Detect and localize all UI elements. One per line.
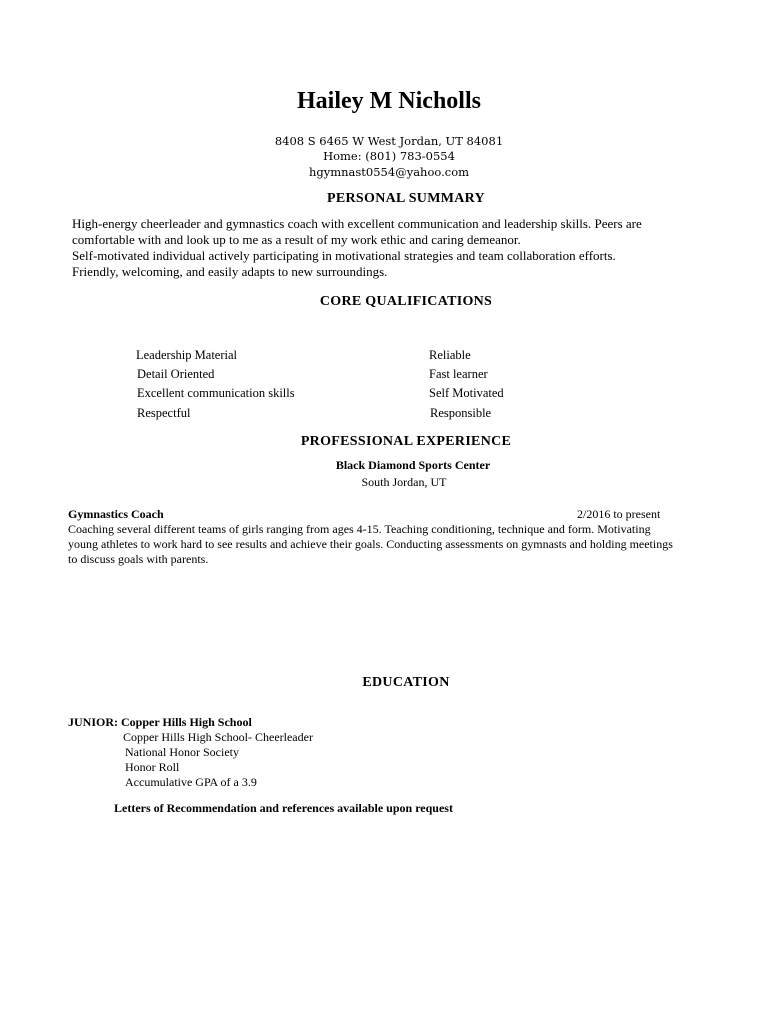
employer-name: Black Diamond Sports Center (335, 458, 491, 472)
education-item: Copper Hills High School- Cheerleader (123, 730, 313, 744)
qualification-item: Respectful (137, 406, 191, 420)
education-heading: EDUCATION (362, 675, 450, 690)
education-item: Honor Roll (125, 760, 180, 774)
core-qualifications-heading: CORE QUALIFICATIONS (319, 294, 493, 309)
qualification-item: Fast learner (429, 367, 488, 381)
job-title: Gymnastics Coach (68, 507, 164, 521)
education-items (123, 730, 313, 790)
description-line: young athletes to work hard to see results and achieve their goals. Conducting assessments on gymnasts and holding meetings (68, 537, 673, 551)
summary-line: Friendly, welcoming, and easily adapts to new surroundings. (72, 264, 388, 279)
qualification-item: Responsible (430, 406, 492, 420)
job-dates: 2/2016 to present (577, 507, 661, 521)
references-note: Letters of Recommendation and references available upon request (114, 801, 453, 815)
job-description (68, 522, 748, 567)
candidate-name: Hailey M Nicholls (297, 88, 481, 114)
education-item: National Honor Society (125, 745, 239, 759)
professional-experience-heading: PROFESSIONAL EXPERIENCE (300, 434, 512, 449)
education-item: Accumulative GPA of a 3.9 (125, 775, 257, 789)
email: hgymnast0554@yahoo.com (308, 165, 470, 179)
phone: Home: (801) 783-0554 (323, 149, 455, 163)
education-school: JUNIOR: Copper Hills High School (68, 715, 252, 729)
description-line: Coaching several different teams of girls ranging from ages 4-15. Teaching conditioning, technique and form. Motivating (68, 522, 651, 536)
qualification-item: Detail Oriented (137, 367, 215, 381)
qualification-item: Excellent communication skills (137, 386, 295, 400)
summary-line: Self-motivated individual actively participating in motivational strategies and team collaboration efforts. (72, 248, 616, 263)
qualification-item: Reliable (429, 348, 471, 362)
personal-summary (72, 216, 712, 280)
employer-location: South Jordan, UT (361, 475, 447, 489)
summary-line: High-energy cheerleader and gymnastics coach with excellent communication and leadership skills. Peers are (72, 216, 642, 231)
address: 8408 S 6465 W West Jordan, UT 84081 (274, 134, 504, 148)
personal-summary-heading: PERSONAL SUMMARY (327, 191, 485, 206)
description-line: to discuss goals with parents. (68, 552, 209, 566)
summary-line: comfortable with and look up to me as a result of my work ethic and caring demeanor. (72, 232, 521, 247)
qualification-item: Self Motivated (429, 386, 504, 400)
qualification-item: Leadership Material (136, 348, 237, 362)
